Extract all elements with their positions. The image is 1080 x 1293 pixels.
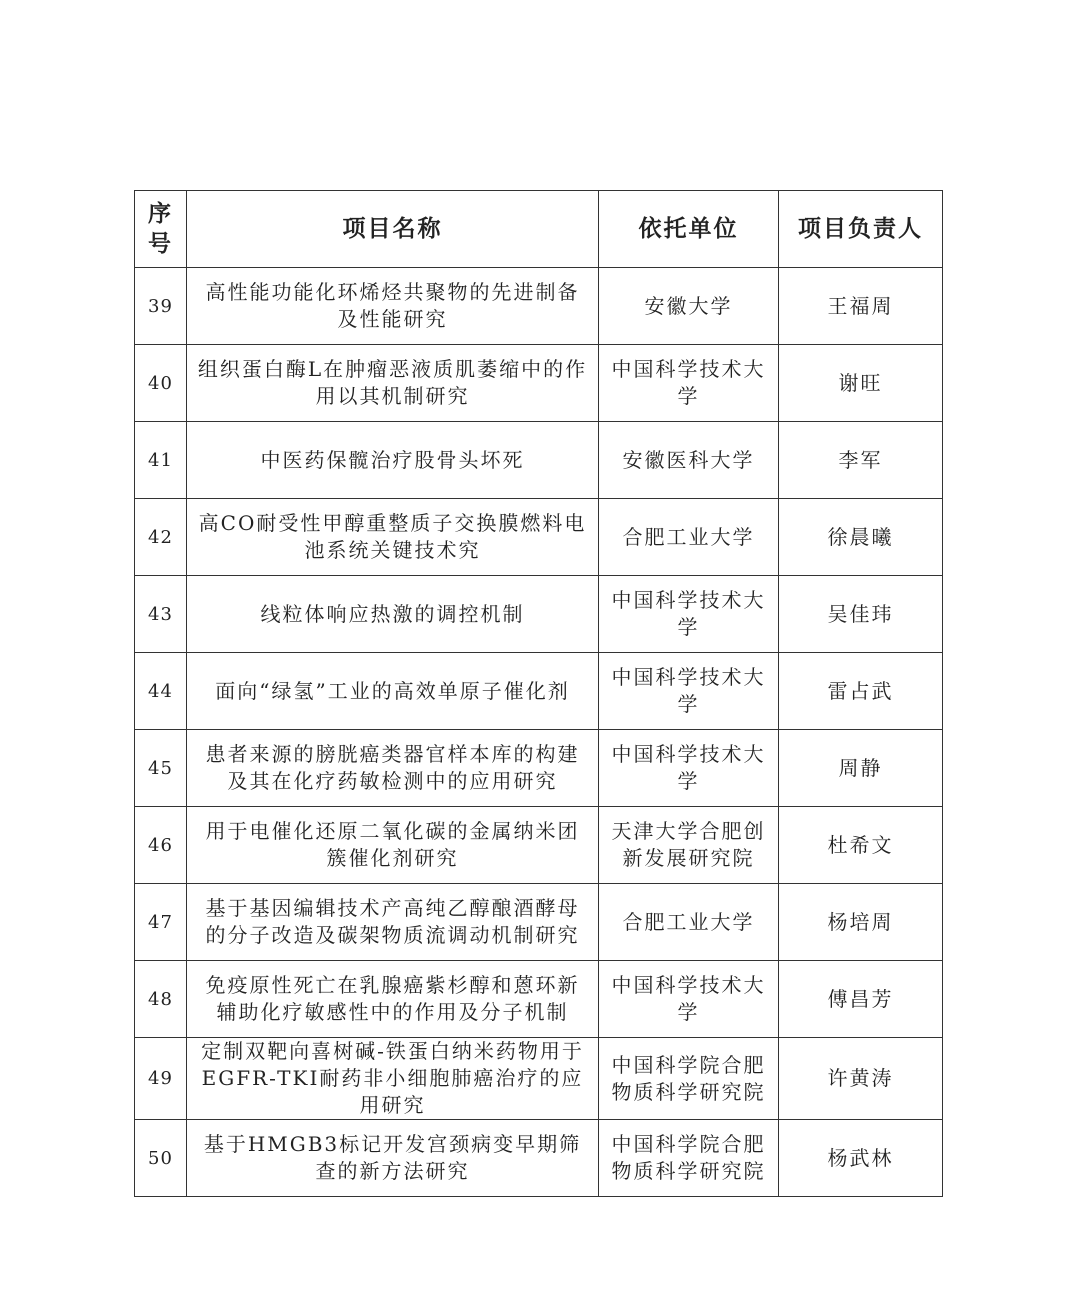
cell-host-unit: 中国科学技术大学: [599, 576, 779, 653]
header-host-unit: 依托单位: [599, 191, 779, 268]
table-row: [135, 807, 943, 884]
cell-project-leader: 傅昌芳: [779, 961, 943, 1038]
cell-host-unit: 中国科学技术大学: [599, 961, 779, 1038]
project-table-container: [134, 190, 942, 1197]
cell-host-unit: 安徽医科大学: [599, 422, 779, 499]
cell-project-leader: 谢旺: [779, 345, 943, 422]
cell-seq: 48: [135, 961, 187, 1038]
cell-project-leader: 许黄涛: [779, 1038, 943, 1120]
cell-seq: 46: [135, 807, 187, 884]
cell-host-unit: 合肥工业大学: [599, 884, 779, 961]
header-project-leader: 项目负责人: [779, 191, 943, 268]
cell-seq: 43: [135, 576, 187, 653]
cell-host-unit: 中国科学技术大学: [599, 653, 779, 730]
project-table: [134, 190, 943, 1197]
cell-host-unit: 中国科学技术大学: [599, 730, 779, 807]
cell-seq: 49: [135, 1038, 187, 1120]
cell-host-unit: 安徽大学: [599, 268, 779, 345]
cell-project-name: 用于电催化还原二氧化碳的金属纳米团簇催化剂研究: [187, 807, 599, 884]
cell-project-name: 定制双靶向喜树碱-铁蛋白纳米药物用于EGFR-TKI耐药非小细胞肺癌治疗的应用研究: [187, 1038, 599, 1120]
cell-project-name: 组织蛋白酶L在肿瘤恶液质肌萎缩中的作用以其机制研究: [187, 345, 599, 422]
cell-project-name: 免疫原性死亡在乳腺癌紫杉醇和蒽环新辅助化疗敏感性中的作用及分子机制: [187, 961, 599, 1038]
cell-seq: 40: [135, 345, 187, 422]
cell-seq: 47: [135, 884, 187, 961]
cell-seq: 50: [135, 1120, 187, 1197]
cell-host-unit: 天津大学合肥创新发展研究院: [599, 807, 779, 884]
cell-project-name: 患者来源的膀胱癌类器官样本库的构建及其在化疗药敏检测中的应用研究: [187, 730, 599, 807]
table-row: [135, 1038, 943, 1120]
cell-host-unit: 中国科学院合肥物质科学研究院: [599, 1120, 779, 1197]
table-header-row: [135, 191, 943, 268]
table-row: [135, 884, 943, 961]
table-row: [135, 422, 943, 499]
cell-seq: 45: [135, 730, 187, 807]
table-row: [135, 576, 943, 653]
cell-host-unit: 中国科学院合肥物质科学研究院: [599, 1038, 779, 1120]
table-row: [135, 653, 943, 730]
table-row: [135, 499, 943, 576]
header-project-name: 项目名称: [187, 191, 599, 268]
cell-host-unit: 中国科学技术大学: [599, 345, 779, 422]
cell-project-leader: 杨培周: [779, 884, 943, 961]
cell-project-name: 基于基因编辑技术产高纯乙醇酿酒酵母的分子改造及碳架物质流调动机制研究: [187, 884, 599, 961]
cell-project-name: 高性能功能化环烯烃共聚物的先进制备及性能研究: [187, 268, 599, 345]
cell-project-leader: 雷占武: [779, 653, 943, 730]
table-row: [135, 730, 943, 807]
cell-project-name: 线粒体响应热激的调控机制: [187, 576, 599, 653]
cell-project-leader: 吴佳玮: [779, 576, 943, 653]
cell-project-leader: 杜希文: [779, 807, 943, 884]
cell-seq: 42: [135, 499, 187, 576]
table-row: [135, 961, 943, 1038]
cell-project-leader: 李军: [779, 422, 943, 499]
table-row: [135, 268, 943, 345]
cell-seq: 39: [135, 268, 187, 345]
header-seq: 序号: [135, 191, 187, 268]
cell-project-leader: 杨武林: [779, 1120, 943, 1197]
cell-project-name: 基于HMGB3标记开发宫颈病变早期筛查的新方法研究: [187, 1120, 599, 1197]
cell-seq: 41: [135, 422, 187, 499]
cell-project-leader: 徐晨曦: [779, 499, 943, 576]
table-row: [135, 1120, 943, 1197]
table-row: [135, 345, 943, 422]
cell-project-name: 面向“绿氢”工业的高效单原子催化剂: [187, 653, 599, 730]
cell-project-leader: 周静: [779, 730, 943, 807]
cell-project-name: 高CO耐受性甲醇重整质子交换膜燃料电池系统关键技术究: [187, 499, 599, 576]
cell-project-leader: 王福周: [779, 268, 943, 345]
cell-host-unit: 合肥工业大学: [599, 499, 779, 576]
cell-seq: 44: [135, 653, 187, 730]
cell-project-name: 中医药保髋治疗股骨头坏死: [187, 422, 599, 499]
